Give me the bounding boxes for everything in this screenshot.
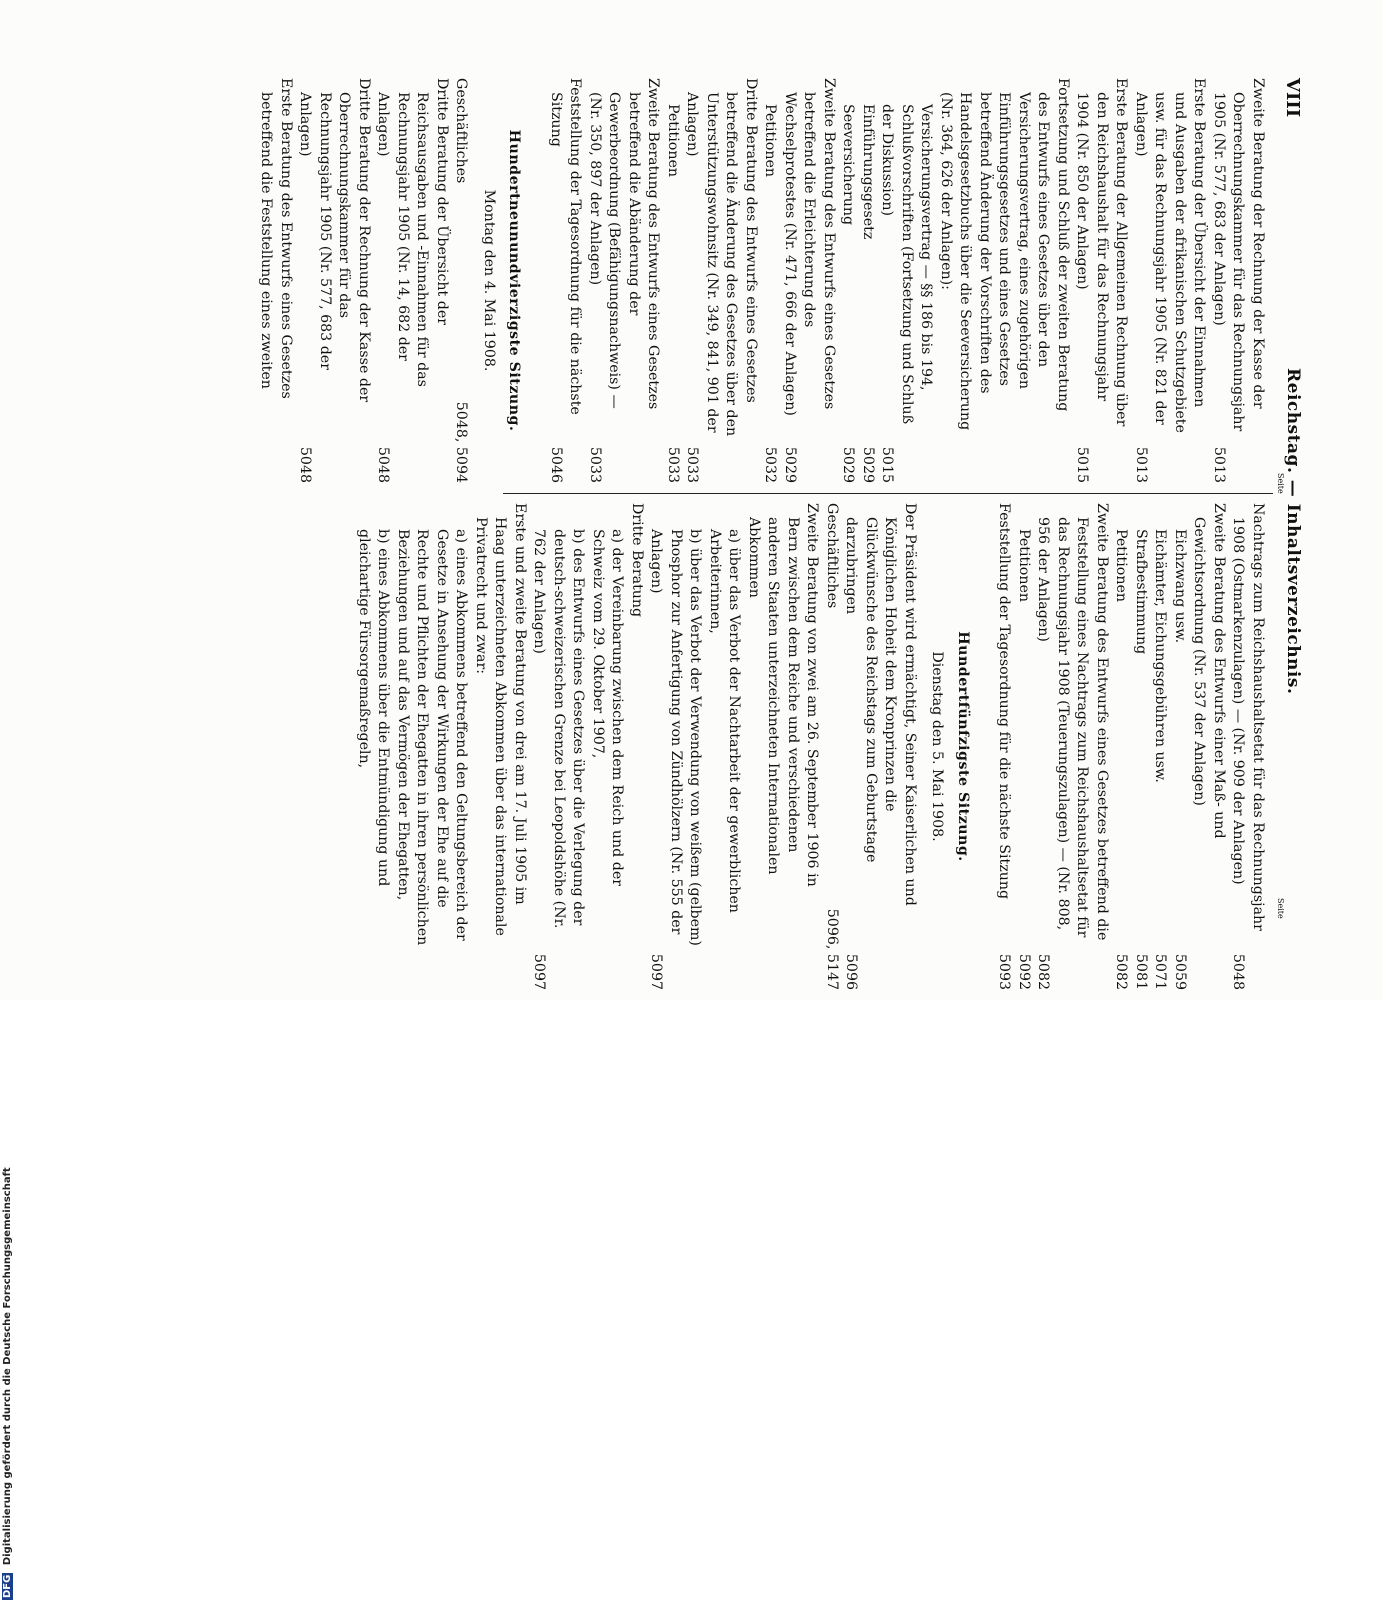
entry-page: 5048, 5094 — [453, 401, 470, 483]
entry-text: a) eines Abkommens betreffend den Geltungsbereich der Gesetze in Ansehung der Wirkungen der Ehe auf die Rechte und Pflichten der Ehegatten in ihren persönlichen Beziehungen und auf das Vermögen der Ehegatten, — [395, 529, 470, 946]
entry-text: Versicherungsvertrag — §§ 186 bis 194, Schlußvorschriften (Fortsetzung und Schluß der Diskussion) — [879, 104, 935, 425]
footer-text: Digitalisierung gefördert durch die Deutsche Forschungsgemeinschaft — [2, 1167, 13, 1566]
toc-subentry — [1131, 503, 1151, 990]
seite-label-right: Seite — [1276, 898, 1285, 919]
entry-text: Einführungsgesetz — [860, 104, 876, 240]
entry-text: Fortsetzung und Schluß der zweiten Beratung des Entwurfs eines Gesetzes über den Versicherungsvertrag, eines zugehörigen Einführungsgesetzes und eines Gesetzes betreffend Änderung der Vorschriften des Handelsgesetzbuchs über die Seeversicherung (Nr. 364, 626 der Anlagen): — [938, 78, 1071, 431]
toc-entry — [256, 78, 295, 483]
rotated-document-page — [55, 78, 1305, 990]
toc-entry — [841, 503, 919, 990]
entry-text: Zweite Beratung des Entwurfs einer Maß- und Gewichtsordnung (Nr. 537 der Anlagen) — [1191, 503, 1227, 839]
entry-text: Eichzwang usw. — [1172, 529, 1188, 644]
entry-page: 5082 — [1035, 953, 1052, 990]
entry-page: 5015 — [879, 446, 896, 483]
entry-page: 5081 — [1133, 953, 1149, 990]
entry-page: 5071 — [1152, 953, 1169, 990]
entry-text: Feststellung der Tagesordnung für die nächste Sitzung — [996, 503, 1013, 900]
entry-text: b) des Entwurfs eines Gesetzes über die Verlegung der deutsch-schweizerischen Grenze bei Leopoldshöhe (Nr. 762 der Anlagen) — [531, 529, 587, 929]
entry-text: Geschäftliches — [453, 78, 470, 184]
toc-entry — [546, 78, 585, 483]
entry-text: Dritte Beratung des Entwurfs eines Gesetzes betreffend die Änderung des Gesetzes über den Unterstützungswohnsitz (Nr. 349, 841, 901 der Anlagen) — [684, 78, 759, 437]
entry-text: Erste Beratung der Allgemeinen Rechnung über den Reichshaushalt für das Rechnungsjahr 1904 (Nr. 850 der Anlagen) — [1074, 78, 1130, 427]
toc-entry — [1209, 78, 1268, 483]
toc-subentry — [529, 503, 588, 990]
toc-entry — [1189, 503, 1228, 990]
toc-entry — [373, 78, 451, 483]
entry-text: Geschäftliches — [824, 503, 840, 609]
toc-entry — [1228, 503, 1267, 990]
toc-entry — [1072, 78, 1131, 483]
column-divider — [503, 493, 1273, 494]
toc-entry — [471, 503, 530, 990]
toc-entry — [1131, 78, 1209, 483]
entry-text: Zweite Beratung der Rechnung der Kasse der Oberrechnungskammer für das Rechnungsjahr 1905 (Nr. 577, 683 der Anlagen) — [1211, 78, 1266, 432]
entry-page: 5032 — [762, 446, 779, 483]
session-heading: Hundertfünfzigste Sitzung. — [955, 631, 971, 862]
entry-page: 5082 — [1113, 953, 1130, 990]
toc-subentry — [705, 503, 744, 990]
digitization-footer — [2, 605, 16, 1600]
entry-page: 5048 — [297, 446, 314, 483]
entry-page: 5097 — [531, 953, 548, 990]
entry-text: Petitionen — [665, 104, 681, 177]
toc-subentry — [877, 78, 936, 483]
entry-text: Eichämter, Eichungsgebühren usw. — [1152, 529, 1169, 783]
entry-text: a) über das Verbot der Nachtarbeit der gewerblichen Arbeiterinnen, — [707, 529, 743, 913]
entry-text: Erste Beratung der Übersicht der Einnahmen und Ausgaben der afrikanischen Schutzgebiete usw. für das Rechnungsjahr 1905 (Nr. 821 der Anlagen) — [1133, 78, 1208, 433]
toc-entry — [822, 503, 842, 990]
toc-subentry — [858, 78, 878, 483]
entry-text: Strafbestimmung — [1133, 529, 1149, 655]
entry-text: Erste Beratung des Entwurfs eines Gesetzes betreffend die Feststellung eines zweiten — [258, 78, 294, 399]
toc-subentry — [663, 78, 683, 483]
entry-page: 5048 — [1230, 953, 1247, 990]
entry-text: b) eines Abkommens über die Entmündigung und gleichartige Fürsorgemaßregeln, — [356, 529, 392, 887]
entry-page: 5033 — [587, 446, 603, 483]
entry-text: Zweite Beratung von zwei am 26. September 1906 in Bern zwischen dem Reiche und verschiedenen anderen Staaten unterzeichneten Internationalen Abkommen — [746, 503, 821, 887]
entry-page: 5097 — [648, 953, 665, 990]
toc-subentry — [1111, 503, 1131, 990]
toc-subentry — [1014, 503, 1034, 990]
session-date: Dienstag den 5. Mai 1908. — [929, 651, 946, 842]
toc-entry — [682, 78, 760, 483]
seite-label-left: Seite — [1276, 473, 1285, 494]
entry-text: Zweite Beratung des Entwurfs eines Gesetzes betreffend die Erleichterung des Wechselprotestes (Nr. 471, 666 der Anlagen) — [782, 78, 837, 416]
entry-page: 5033 — [665, 446, 681, 483]
dfg-logo: DFG — [2, 1574, 13, 1598]
entry-text: Dritte Beratung — [629, 503, 645, 618]
toc-subentry — [646, 503, 705, 990]
entry-page: 5093 — [996, 953, 1013, 990]
entry-page: 5029 — [860, 446, 876, 483]
toc-subentry — [1170, 503, 1190, 990]
entry-text: Petitionen — [762, 104, 779, 177]
entry-page: 5029 — [782, 446, 798, 483]
session-date: Montag den 4. Mai 1908. — [481, 189, 497, 372]
entry-page: 5048 — [375, 446, 392, 483]
toc-entry — [780, 78, 839, 483]
entry-page: 5046 — [548, 446, 564, 483]
entry-page: 5033 — [684, 446, 701, 483]
entry-text: Dritte Beratung der Übersicht der Reichsausgaben und -Einnahmen für das Rechnungsjahr 1905 (Nr. 14, 682 der Anlagen) — [375, 78, 450, 387]
entry-text: Dritte Beratung der Rechnung der Kasse der Oberrechnungskammer für das Rechnungsjahr 1905 (Nr. 577, 683 der Anlagen) — [297, 78, 372, 403]
toc-entry — [627, 503, 647, 990]
entry-text: Nachtrags zum Reichshaushaltsetat für das Rechnungsjahr 1908 (Ostmarkenzulagen) — (Nr. 909 der Anlagen) — [1230, 503, 1266, 931]
entry-text: Petitionen — [1016, 529, 1032, 602]
entry-page: 5029 — [840, 446, 857, 483]
toc-entry — [744, 503, 822, 990]
toc-subentry — [838, 78, 858, 483]
entry-page: 5013 — [1133, 446, 1149, 483]
toc-entry — [585, 78, 663, 483]
entry-text: Erste und zweite Beratung von drei am 17. Juli 1905 im Haag unterzeichneten Abkommen über das internationale Privatrecht und zwar: — [473, 503, 528, 936]
right-column — [354, 503, 1268, 990]
entry-page: 5096, 5147 — [824, 908, 840, 990]
entry-text: Feststellung der Tagesordnung für die nächste Sitzung — [548, 78, 584, 415]
page-number: VIII — [1282, 78, 1303, 118]
page-header — [1275, 78, 1305, 990]
entry-text: Der Präsident wird ermächtigt, Seiner Kaiserlichen und Königlichen Hoheit dem Kronprinzen die Glückwünsche des Reichstags zum Geburtstage darzubringen — [843, 503, 918, 906]
entry-page: 5015 — [1074, 446, 1091, 483]
toc-entry — [936, 78, 1073, 483]
toc-entry — [295, 78, 373, 483]
toc-entry — [1033, 503, 1111, 990]
toc-subentry — [760, 78, 780, 483]
entry-text: Zweite Beratung des Entwurfs eines Gesetzes betreffend die Feststellung eines Nachtrags zum Reichshaushaltsetat für das Rechnungsjahr 1908 (Teuerungszulagen) — (Nr. 808, 956 der Anlagen) — [1035, 503, 1110, 941]
toc-subentry — [393, 503, 471, 990]
entry-text: Zweite Beratung des Entwurfs eines Gesetzes betreffend die Abänderung der Gewerbeordnung (Befähigungsnachweis) — (Nr. 350, 897 der Anlagen) — [587, 78, 662, 410]
session-heading: Hundertneunundvierzigste Sitzung. — [506, 129, 523, 432]
entry-text: Seeversicherung — [840, 104, 857, 226]
entry-page: 5092 — [1016, 953, 1032, 990]
toc-subentry — [354, 503, 393, 990]
toc-entry — [451, 78, 471, 483]
toc-entry — [994, 503, 1014, 990]
entry-text: a) der Vereinbarung zwischen dem Reich und der Schweiz vom 29. Oktober 1907, — [590, 529, 626, 886]
entry-page: 5059 — [1172, 953, 1188, 990]
toc-subentry — [588, 503, 627, 990]
entry-text: b) über das Verbot der Verwendung von weißem (gelbem) Phosphor zur Anfertigung von Zündhölzern (Nr. 555 der Anlagen) — [648, 529, 704, 946]
entry-page: 5013 — [1211, 446, 1227, 483]
entry-text: Petitionen — [1113, 529, 1130, 602]
entry-page: 5096 — [843, 953, 860, 990]
toc-subentry — [1150, 503, 1170, 990]
running-title: Reichstag. — Inhaltsverzeichnis. — [1283, 368, 1303, 695]
left-column — [256, 78, 1267, 483]
